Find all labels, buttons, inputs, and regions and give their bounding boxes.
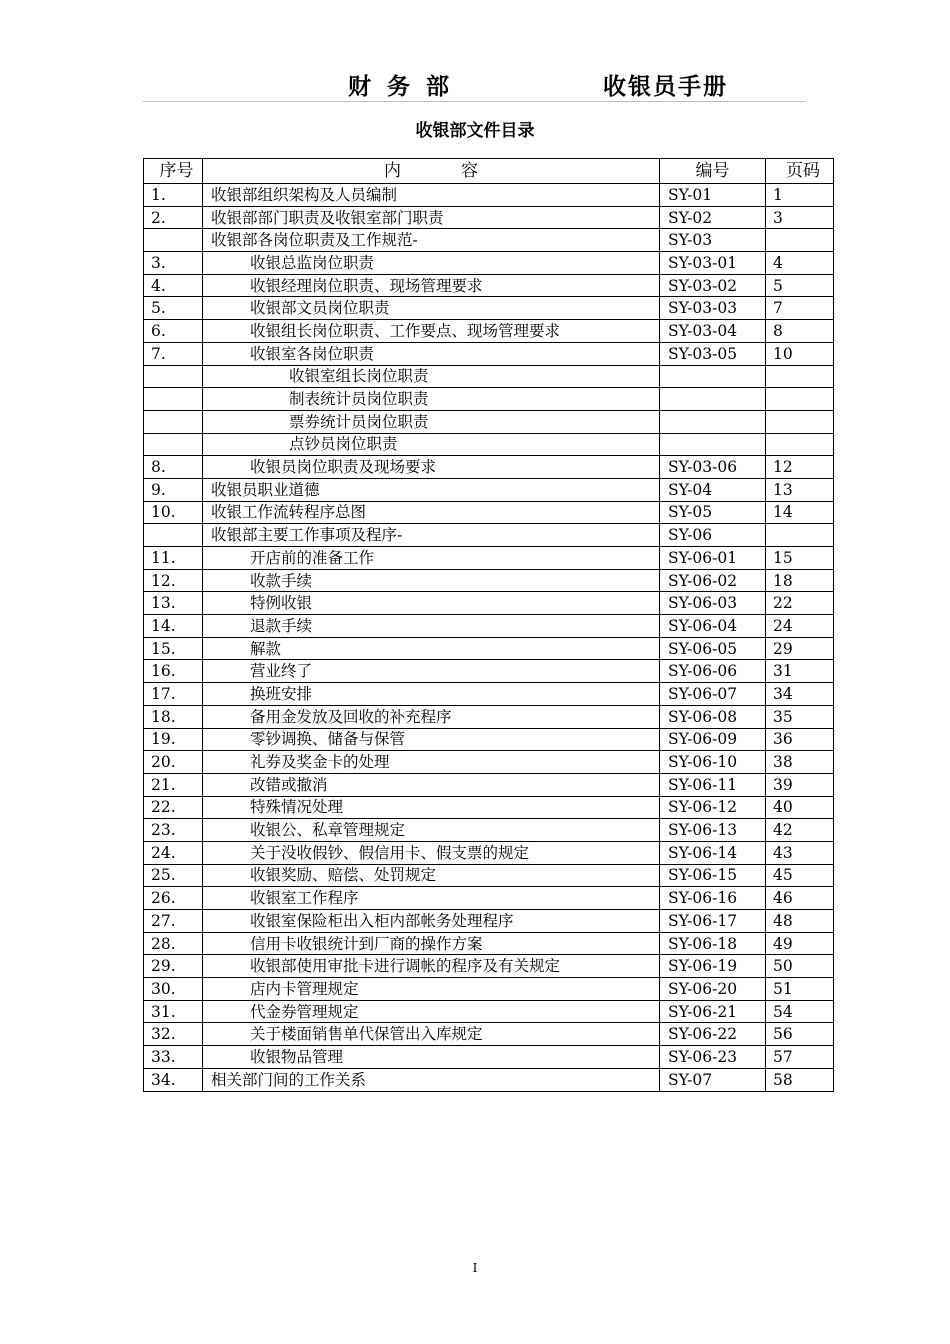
row-code: SY-03-06	[660, 456, 766, 479]
row-code: SY-03-04	[660, 320, 766, 343]
row-seq	[144, 388, 203, 411]
row-code: SY-06-02	[660, 569, 766, 592]
row-seq: 27.	[144, 910, 203, 933]
row-content: 解款	[203, 637, 660, 660]
row-content: 收银物品管理	[203, 1046, 660, 1069]
row-seq: 25.	[144, 864, 203, 887]
row-seq: 15.	[144, 637, 203, 660]
table-row	[144, 410, 834, 433]
department-title: 财务部	[348, 74, 465, 100]
row-code: SY-06-15	[660, 864, 766, 887]
table-row	[144, 705, 834, 728]
row-seq: 16.	[144, 660, 203, 683]
row-page: 24	[766, 615, 834, 638]
row-code: SY-03-03	[660, 297, 766, 320]
row-seq	[144, 365, 203, 388]
row-code: SY-05	[660, 501, 766, 524]
table-row	[144, 615, 834, 638]
document-title: 收银部文件目录	[415, 121, 535, 141]
row-code: SY-06-13	[660, 819, 766, 842]
row-code: SY-06-01	[660, 547, 766, 570]
row-seq: 30.	[144, 978, 203, 1001]
row-content: 收银组长岗位职责、工作要点、现场管理要求	[203, 320, 660, 343]
row-seq: 3.	[144, 252, 203, 275]
row-page: 54	[766, 1000, 834, 1023]
table-row	[144, 388, 834, 411]
row-page: 22	[766, 592, 834, 615]
row-seq: 13.	[144, 592, 203, 615]
row-content: 收银室保险柜出入柜内部帐务处理程序	[203, 910, 660, 933]
row-page	[766, 524, 834, 547]
table-row	[144, 365, 834, 388]
row-page: 5	[766, 274, 834, 297]
row-code: SY-06-05	[660, 637, 766, 660]
row-code: SY-06-22	[660, 1023, 766, 1046]
row-code: SY-06-12	[660, 796, 766, 819]
row-page: 57	[766, 1046, 834, 1069]
table-row	[144, 252, 834, 275]
toc-body	[144, 184, 834, 1092]
header-page: 页码	[766, 159, 834, 184]
row-page	[766, 410, 834, 433]
row-code: SY-06	[660, 524, 766, 547]
row-seq: 1.	[144, 184, 203, 207]
row-code: SY-02	[660, 206, 766, 229]
row-content: 特例收银	[203, 592, 660, 615]
table-row	[144, 184, 834, 207]
row-seq: 12.	[144, 569, 203, 592]
row-seq: 21.	[144, 773, 203, 796]
row-code	[660, 388, 766, 411]
header-seq: 序号	[144, 159, 203, 184]
table-row	[144, 456, 834, 479]
row-content: 营业终了	[203, 660, 660, 683]
table-row	[144, 728, 834, 751]
table-row	[144, 887, 834, 910]
row-page	[766, 388, 834, 411]
row-page: 1	[766, 184, 834, 207]
table-row	[144, 569, 834, 592]
row-seq: 33.	[144, 1046, 203, 1069]
table-row	[144, 592, 834, 615]
row-seq: 32.	[144, 1023, 203, 1046]
row-page: 10	[766, 342, 834, 365]
row-page: 58	[766, 1068, 834, 1091]
row-page: 49	[766, 932, 834, 955]
table-row	[144, 819, 834, 842]
row-seq: 18.	[144, 705, 203, 728]
row-page: 13	[766, 478, 834, 501]
row-code: SY-06-08	[660, 705, 766, 728]
row-code: SY-06-07	[660, 683, 766, 706]
table-row	[144, 229, 834, 252]
row-seq: 5.	[144, 297, 203, 320]
row-content: 信用卡收银统计到厂商的操作方案	[203, 932, 660, 955]
row-page: 18	[766, 569, 834, 592]
header-code: 编号	[660, 159, 766, 184]
row-code: SY-06-11	[660, 773, 766, 796]
table-row	[144, 864, 834, 887]
row-code: SY-04	[660, 478, 766, 501]
row-page: 50	[766, 955, 834, 978]
row-seq	[144, 433, 203, 456]
table-row	[144, 637, 834, 660]
row-code: SY-03	[660, 229, 766, 252]
row-content: 票券统计员岗位职责	[203, 410, 660, 433]
row-page: 14	[766, 501, 834, 524]
row-page: 12	[766, 456, 834, 479]
row-content: 收银部使用审批卡进行调帐的程序及有关规定	[203, 955, 660, 978]
row-content: 换班安排	[203, 683, 660, 706]
row-seq: 34.	[144, 1068, 203, 1091]
row-content: 点钞员岗位职责	[203, 433, 660, 456]
table-row	[144, 1046, 834, 1069]
row-code: SY-03-05	[660, 342, 766, 365]
row-content: 收银公、私章管理规定	[203, 819, 660, 842]
row-page: 43	[766, 841, 834, 864]
table-row	[144, 910, 834, 933]
row-code: SY-06-14	[660, 841, 766, 864]
row-code: SY-06-09	[660, 728, 766, 751]
table-row	[144, 478, 834, 501]
row-page: 42	[766, 819, 834, 842]
row-content: 收银部部门职责及收银室部门职责	[203, 206, 660, 229]
table-row	[144, 773, 834, 796]
table-row	[144, 1023, 834, 1046]
row-page: 35	[766, 705, 834, 728]
row-seq: 11.	[144, 547, 203, 570]
row-content: 零钞调换、储备与保管	[203, 728, 660, 751]
row-seq	[144, 524, 203, 547]
row-page: 38	[766, 751, 834, 774]
row-page: 15	[766, 547, 834, 570]
table-row	[144, 1000, 834, 1023]
row-seq: 29.	[144, 955, 203, 978]
row-content: 备用金发放及回收的补充程序	[203, 705, 660, 728]
row-seq: 2.	[144, 206, 203, 229]
table-row	[144, 1068, 834, 1091]
table-row	[144, 683, 834, 706]
row-code	[660, 365, 766, 388]
row-page: 45	[766, 864, 834, 887]
row-seq: 8.	[144, 456, 203, 479]
row-content: 收银部主要工作事项及程序-	[203, 524, 660, 547]
table-row	[144, 274, 834, 297]
row-code: SY-06-19	[660, 955, 766, 978]
row-content: 关于没收假钞、假信用卡、假支票的规定	[203, 841, 660, 864]
row-seq: 10.	[144, 501, 203, 524]
page-number: I	[472, 1261, 478, 1275]
table-row	[144, 841, 834, 864]
row-page: 36	[766, 728, 834, 751]
row-page: 4	[766, 252, 834, 275]
row-content: 相关部门间的工作关系	[203, 1068, 660, 1091]
row-content: 制表统计员岗位职责	[203, 388, 660, 411]
table-row	[144, 932, 834, 955]
table-row	[144, 501, 834, 524]
row-seq: 23.	[144, 819, 203, 842]
table-row	[144, 978, 834, 1001]
table-row	[144, 955, 834, 978]
row-content: 收银员岗位职责及现场要求	[203, 456, 660, 479]
table-row	[144, 524, 834, 547]
row-page: 46	[766, 887, 834, 910]
page-header	[143, 68, 805, 100]
row-seq: 24.	[144, 841, 203, 864]
row-code	[660, 433, 766, 456]
row-code: SY-07	[660, 1068, 766, 1091]
toc-table	[143, 158, 834, 1092]
row-content: 收银奖励、赔偿、处罚规定	[203, 864, 660, 887]
toc-header-row	[144, 159, 834, 184]
row-page	[766, 365, 834, 388]
row-content: 礼券及奖金卡的处理	[203, 751, 660, 774]
row-page	[766, 229, 834, 252]
table-row	[144, 796, 834, 819]
row-seq: 28.	[144, 932, 203, 955]
row-page: 7	[766, 297, 834, 320]
header-divider	[143, 101, 805, 102]
row-content: 收银室工作程序	[203, 887, 660, 910]
row-code: SY-06-04	[660, 615, 766, 638]
table-row	[144, 433, 834, 456]
row-seq: 7.	[144, 342, 203, 365]
row-content: 收银部组织架构及人员编制	[203, 184, 660, 207]
table-row	[144, 751, 834, 774]
row-page: 39	[766, 773, 834, 796]
row-content: 特殊情况处理	[203, 796, 660, 819]
row-page: 29	[766, 637, 834, 660]
row-content: 代金券管理规定	[203, 1000, 660, 1023]
row-seq: 26.	[144, 887, 203, 910]
row-content: 收款手续	[203, 569, 660, 592]
row-seq: 9.	[144, 478, 203, 501]
row-content: 关于楼面销售单代保管出入库规定	[203, 1023, 660, 1046]
row-content: 开店前的准备工作	[203, 547, 660, 570]
row-seq: 19.	[144, 728, 203, 751]
row-code: SY-06-21	[660, 1000, 766, 1023]
row-code: SY-06-18	[660, 932, 766, 955]
row-page	[766, 433, 834, 456]
row-code: SY-06-16	[660, 887, 766, 910]
table-row	[144, 547, 834, 570]
row-seq: 6.	[144, 320, 203, 343]
table-row	[144, 660, 834, 683]
row-seq: 20.	[144, 751, 203, 774]
table-row	[144, 320, 834, 343]
row-code: SY-01	[660, 184, 766, 207]
row-content: 收银总监岗位职责	[203, 252, 660, 275]
row-seq	[144, 410, 203, 433]
row-content: 店内卡管理规定	[203, 978, 660, 1001]
row-code: SY-06-23	[660, 1046, 766, 1069]
row-code: SY-06-03	[660, 592, 766, 615]
row-code: SY-06-10	[660, 751, 766, 774]
row-seq: 14.	[144, 615, 203, 638]
row-page: 34	[766, 683, 834, 706]
row-page: 3	[766, 206, 834, 229]
row-seq: 22.	[144, 796, 203, 819]
row-content: 改错或撤消	[203, 773, 660, 796]
row-page: 51	[766, 978, 834, 1001]
row-code: SY-03-01	[660, 252, 766, 275]
table-row	[144, 206, 834, 229]
row-content: 退款手续	[203, 615, 660, 638]
manual-title: 收银员手册	[603, 74, 728, 100]
row-seq: 4.	[144, 274, 203, 297]
table-row	[144, 297, 834, 320]
row-content: 收银员职业道德	[203, 478, 660, 501]
row-page: 31	[766, 660, 834, 683]
row-page: 56	[766, 1023, 834, 1046]
row-content: 收银部各岗位职责及工作规范-	[203, 229, 660, 252]
header-content: 内容	[203, 159, 660, 184]
row-code: SY-06-06	[660, 660, 766, 683]
table-row	[144, 342, 834, 365]
row-content: 收银室组长岗位职责	[203, 365, 660, 388]
row-content: 收银经理岗位职责、现场管理要求	[203, 274, 660, 297]
row-content: 收银部文员岗位职责	[203, 297, 660, 320]
row-code	[660, 410, 766, 433]
row-seq	[144, 229, 203, 252]
row-page: 40	[766, 796, 834, 819]
row-code: SY-06-17	[660, 910, 766, 933]
row-page: 48	[766, 910, 834, 933]
row-code: SY-03-02	[660, 274, 766, 297]
row-content: 收银工作流转程序总图	[203, 501, 660, 524]
row-seq: 31.	[144, 1000, 203, 1023]
row-code: SY-06-20	[660, 978, 766, 1001]
row-page: 8	[766, 320, 834, 343]
row-seq: 17.	[144, 683, 203, 706]
row-content: 收银室各岗位职责	[203, 342, 660, 365]
